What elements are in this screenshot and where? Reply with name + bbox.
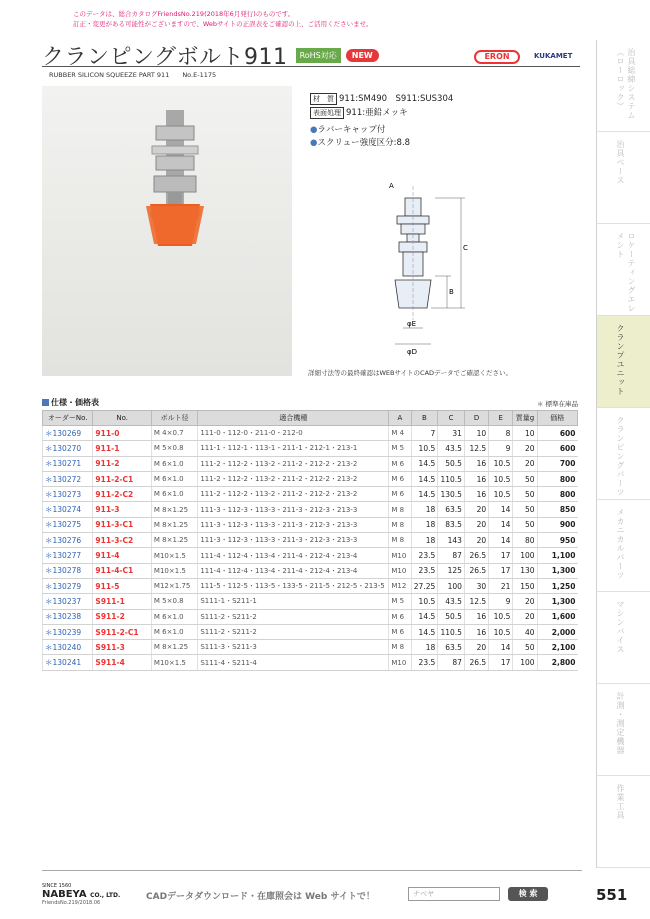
table-cell: 23.5 (411, 563, 438, 578)
col-header: E (489, 411, 513, 426)
table-cell: 31 (438, 426, 465, 441)
page-number: 551 (596, 886, 628, 904)
material-label: 材 質 (310, 93, 337, 105)
table-cell: 130 (513, 563, 537, 578)
table-cell: 50 (513, 640, 537, 655)
table-cell: 20 (464, 502, 488, 517)
table-cell: 20 (464, 640, 488, 655)
label-b: B (449, 288, 454, 296)
table-cell: 110.5 (438, 471, 465, 486)
footer-divider (42, 870, 582, 871)
side-tab-label: 治具総締システム（ローロック） (616, 48, 636, 120)
feature-item: ●スクリュー強度区分:8.8 (310, 138, 411, 148)
footer-catalog: FriendsNo.219/2018.06 (42, 900, 101, 906)
table-cell: 87 (438, 655, 465, 670)
search-input[interactable]: ナベヤ (408, 887, 500, 901)
notice-line-1: このデータは、総合カタログFriendsNo.219(2018年6月発行)のものです。 (73, 10, 295, 18)
table-cell: 80 (513, 533, 537, 548)
table-cell: M 6 (389, 471, 411, 486)
table-cell: M 6×1.0 (151, 609, 197, 624)
table-row (43, 655, 578, 670)
side-tab[interactable] (596, 592, 650, 684)
table-cell: 10.5 (489, 471, 513, 486)
table-cell: 26.5 (464, 563, 488, 578)
table-cell: 63.5 (438, 502, 465, 517)
table-cell: S911-1 (93, 594, 152, 609)
table-cell: 12.5 (464, 441, 488, 456)
col-header: 質量g (513, 411, 537, 426)
table-row (43, 548, 578, 563)
table-cell: 12.5 (464, 594, 488, 609)
table-cell: M 4×0.7 (151, 426, 197, 441)
table-cell: 2,100 (537, 640, 577, 655)
table-cell: 800 (537, 471, 577, 486)
title-divider (42, 66, 580, 67)
table-cell: 18 (411, 517, 438, 532)
table-cell: ＊130273 (43, 487, 93, 502)
table-cell: M10×1.5 (151, 655, 197, 670)
table-cell: 125 (438, 563, 465, 578)
table-cell: 111-1・112-1・113-1・211-1・212-1・213-1 (198, 441, 389, 456)
table-cell: M 6×1.0 (151, 487, 197, 502)
side-tab[interactable] (596, 224, 650, 316)
table-cell: S111-1・S211-1 (198, 594, 389, 609)
table-cell: M 6×1.0 (151, 471, 197, 486)
table-cell: 10 (513, 426, 537, 441)
table-cell: M 6 (389, 624, 411, 639)
table-cell: 63.5 (438, 640, 465, 655)
table-cell: 43.5 (438, 441, 465, 456)
table-cell: ＊130274 (43, 502, 93, 517)
table-row (43, 426, 578, 441)
table-cell: 911-4 (93, 548, 152, 563)
table-cell: ＊130270 (43, 441, 93, 456)
table-cell: 10 (464, 426, 488, 441)
col-header: B (411, 411, 438, 426)
col-header: A (389, 411, 411, 426)
page-title: クランピングボルト911 (42, 45, 288, 70)
table-cell: 850 (537, 502, 577, 517)
side-tab-label: ロケーティングエレメント (616, 232, 636, 313)
table-cell: 911-3-C2 (93, 533, 152, 548)
table-cell: ＊130277 (43, 548, 93, 563)
table-cell: 911-3-C1 (93, 517, 152, 532)
table-cell: 83.5 (438, 517, 465, 532)
category-side-tabs (596, 40, 650, 868)
table-cell: 16 (464, 456, 488, 471)
side-tab[interactable] (596, 408, 650, 500)
dimension-drawing (375, 180, 485, 360)
table-row (43, 533, 578, 548)
table-cell: M 8×1.25 (151, 533, 197, 548)
table-cell: ＊130238 (43, 609, 93, 624)
table-cell: 50.5 (438, 609, 465, 624)
table-cell: 20 (513, 456, 537, 471)
table-cell: 18 (411, 502, 438, 517)
table-cell: 111-0・112-0・211-0・212-0 (198, 426, 389, 441)
table-cell: 9 (489, 594, 513, 609)
table-cell: 600 (537, 441, 577, 456)
table-cell: M 5 (389, 441, 411, 456)
col-header: No. (93, 411, 152, 426)
table-cell: 111-5・112-5・113-5・133-5・211-5・212-5・213-5 (198, 578, 389, 593)
table-cell: 111-3・112-3・113-3・211-3・212-3・213-3 (198, 533, 389, 548)
table-cell: 10.5 (489, 624, 513, 639)
table-cell: 911-5 (93, 578, 152, 593)
side-tab-label: クランピングパーツ (616, 416, 625, 497)
table-row (43, 640, 578, 655)
table-cell: 150 (513, 578, 537, 593)
table-cell: 21 (489, 578, 513, 593)
table-cell: M10 (389, 548, 411, 563)
table-cell: 14 (489, 533, 513, 548)
table-cell: ＊130276 (43, 533, 93, 548)
table-cell: 17 (489, 548, 513, 563)
table-cell: M 8×1.25 (151, 640, 197, 655)
table-cell: 111-4・112-4・113-4・211-4・212-4・213-4 (198, 563, 389, 578)
table-cell: M12 (389, 578, 411, 593)
table-cell: M 8 (389, 640, 411, 655)
table-cell: 23.5 (411, 548, 438, 563)
table-cell: 950 (537, 533, 577, 548)
col-header: D (464, 411, 488, 426)
table-cell: ＊130278 (43, 563, 93, 578)
surface-label: 表面処理 (310, 107, 344, 119)
table-row (43, 624, 578, 639)
table-cell: 700 (537, 456, 577, 471)
table-cell: 14.5 (411, 609, 438, 624)
table-cell: M 5×0.8 (151, 594, 197, 609)
table-cell: 10.5 (489, 609, 513, 624)
table-cell: 100 (513, 655, 537, 670)
table-cell: 50.5 (438, 456, 465, 471)
table-cell: 600 (537, 426, 577, 441)
table-cell: 100 (513, 548, 537, 563)
table-cell: 14.5 (411, 456, 438, 471)
table-cell: S911-3 (93, 640, 152, 655)
table-cell: 27.25 (411, 578, 438, 593)
table-cell: M 8×1.25 (151, 502, 197, 517)
table-cell: 10.5 (489, 456, 513, 471)
table-cell: S911-2 (93, 609, 152, 624)
table-cell: 14 (489, 640, 513, 655)
table-cell: ＊130272 (43, 471, 93, 486)
table-cell: 110.5 (438, 624, 465, 639)
table-cell: M 8×1.25 (151, 517, 197, 532)
table-cell: 911-2-C1 (93, 471, 152, 486)
table-cell: M10×1.5 (151, 548, 197, 563)
table-cell: 143 (438, 533, 465, 548)
table-cell: 111-2・112-2・113-2・211-2・212-2・213-2 (198, 471, 389, 486)
table-cell: M 8 (389, 502, 411, 517)
table-cell: 130.5 (438, 487, 465, 502)
col-header: オーダーNo. (43, 411, 93, 426)
table-row (43, 594, 578, 609)
table-cell: 87 (438, 548, 465, 563)
table-cell: 1,300 (537, 563, 577, 578)
kukamet-logo: KUKAMET (534, 52, 573, 60)
side-tab-label: クランプユニット (616, 324, 625, 396)
table-row (43, 517, 578, 532)
table-cell: 14 (489, 502, 513, 517)
table-cell: M 6 (389, 456, 411, 471)
new-badge: NEW (346, 49, 379, 62)
table-cell: S111-4・S211-4 (198, 655, 389, 670)
table-cell: 26.5 (464, 655, 488, 670)
table-cell: 17 (489, 655, 513, 670)
table-cell: ＊130241 (43, 655, 93, 670)
table-cell: ＊130237 (43, 594, 93, 609)
table-cell: 14.5 (411, 487, 438, 502)
table-cell: 14.5 (411, 624, 438, 639)
table-cell: 10.5 (411, 594, 438, 609)
side-tab[interactable] (596, 40, 650, 132)
table-row (43, 609, 578, 624)
table-cell: M12×1.75 (151, 578, 197, 593)
table-cell: 50 (513, 517, 537, 532)
product-photo (42, 86, 292, 376)
table-cell: 20 (513, 609, 537, 624)
table-cell: M 4 (389, 426, 411, 441)
table-cell: 50 (513, 487, 537, 502)
table-cell: 20 (464, 517, 488, 532)
table-cell: 1,600 (537, 609, 577, 624)
footer-cad-text: CADデータダウンロード・在庫照会は Web サイトで！ (146, 892, 375, 902)
col-header: C (438, 411, 465, 426)
table-cell: 43.5 (438, 594, 465, 609)
table-cell: 911-3 (93, 502, 152, 517)
feature-item: ●ラバーキャップ付 (310, 125, 386, 135)
bullet-icon: ● (310, 138, 318, 148)
spec-price-table (42, 410, 578, 671)
table-cell: S911-2-C1 (93, 624, 152, 639)
table-cell: 100 (438, 578, 465, 593)
table-cell: 900 (537, 517, 577, 532)
table-cell: M 6×1.0 (151, 456, 197, 471)
table-cell: 20 (513, 594, 537, 609)
table-cell: 111-2・112-2・113-2・211-2・212-2・213-2 (198, 456, 389, 471)
table-row (43, 456, 578, 471)
table-cell: 911-1 (93, 441, 152, 456)
table-cell: 16 (464, 471, 488, 486)
table-cell: S911-4 (93, 655, 152, 670)
table-cell: 911-0 (93, 426, 152, 441)
table-cell: S111-2・S211-2 (198, 609, 389, 624)
table-cell: 1,100 (537, 548, 577, 563)
table-cell: M 8 (389, 517, 411, 532)
label-c: C (463, 244, 468, 252)
table-cell: 50 (513, 471, 537, 486)
eron-logo: ERON (474, 50, 520, 64)
table-row (43, 563, 578, 578)
side-tab[interactable] (596, 316, 650, 408)
table-cell: 18 (411, 533, 438, 548)
table-row (43, 487, 578, 502)
table-cell: M10 (389, 655, 411, 670)
side-tab-label: 作業工具 (616, 784, 625, 820)
feature-list (310, 124, 410, 150)
product-subtitle: RUBBER SILICON SQUEEZE PART 911 No.E-1175 (49, 71, 217, 79)
table-cell: 911-4-C1 (93, 563, 152, 578)
side-tab[interactable] (596, 776, 650, 868)
table-cell: M 5 (389, 594, 411, 609)
table-cell: 1,300 (537, 594, 577, 609)
table-cell: 40 (513, 624, 537, 639)
table-cell: 2,000 (537, 624, 577, 639)
table-cell: 111-3・112-3・113-3・211-3・212-3・213-3 (198, 517, 389, 532)
table-cell: 16 (464, 487, 488, 502)
notice (73, 9, 372, 29)
table-cell: 20 (464, 533, 488, 548)
table-cell: 7 (411, 426, 438, 441)
table-cell: 14 (489, 517, 513, 532)
notice-line-2: 訂正・変更がある可能性がございますので、Webサイトの正誤表をご確認の上、ご活用くださいませ。 (73, 20, 373, 28)
table-cell: ＊130269 (43, 426, 93, 441)
footer-since: SINCE 1560 (42, 883, 72, 889)
table-header-row (43, 411, 578, 426)
table-cell: 17 (489, 563, 513, 578)
side-tab[interactable] (596, 684, 650, 776)
cad-note: 詳細寸法等の最終確認はWEBサイトのCADデータでご確認ください。 (308, 369, 513, 377)
table-row (43, 578, 578, 593)
table-cell: M10 (389, 563, 411, 578)
table-cell: ＊130240 (43, 640, 93, 655)
table-row (43, 441, 578, 456)
table-title: 仕様・価格表 (42, 397, 99, 408)
table-cell: 8 (489, 426, 513, 441)
table-cell: 16 (464, 609, 488, 624)
table-cell: S111-2・S211-2 (198, 624, 389, 639)
footer-brand: NABEYA CO., LTD. (42, 889, 121, 900)
table-cell: S111-3・S211-3 (198, 640, 389, 655)
side-tab-label: 計測・測定機器 (616, 692, 625, 755)
table-cell: 10.5 (411, 441, 438, 456)
material-value: 911:SM490 S911:SUS304 (339, 94, 454, 104)
table-cell: ＊130279 (43, 578, 93, 593)
label-a: A (389, 182, 394, 190)
table-cell: 111-4・112-4・113-4・211-4・212-4・213-4 (198, 548, 389, 563)
side-tab-label: 治具ベース (616, 140, 625, 185)
table-cell: 18 (411, 640, 438, 655)
table-cell: M 5×0.8 (151, 441, 197, 456)
table-cell: 20 (513, 441, 537, 456)
label-e: φE (407, 320, 417, 328)
search-button[interactable]: 検 索 (508, 887, 548, 901)
side-tab[interactable] (596, 500, 650, 592)
square-icon (42, 399, 49, 406)
table-cell: M 6 (389, 487, 411, 502)
clamping-bolt-image (42, 86, 292, 376)
table-cell: ＊130271 (43, 456, 93, 471)
table-cell: 14.5 (411, 471, 438, 486)
spec-box (310, 92, 453, 120)
table-cell: 30 (464, 578, 488, 593)
side-tab-label: メカニカルパーツ (616, 508, 625, 580)
bullet-icon: ● (310, 125, 318, 135)
table-cell: 111-3・112-3・113-3・211-3・212-3・213-3 (198, 502, 389, 517)
col-header: 価格 (537, 411, 577, 426)
col-header: 適合機種 (198, 411, 389, 426)
table-cell: M 6 (389, 609, 411, 624)
table-cell: 10.5 (489, 487, 513, 502)
side-tab-label: マシンバイス (616, 600, 625, 654)
table-cell: 2,800 (537, 655, 577, 670)
table-cell: 911-2-C2 (93, 487, 152, 502)
table-cell: 50 (513, 502, 537, 517)
col-header: ボルト径 (151, 411, 197, 426)
surface-value: 911:亜鉛メッキ (346, 108, 408, 118)
table-cell: M 8 (389, 533, 411, 548)
table-cell: 16 (464, 624, 488, 639)
table-cell: ＊130239 (43, 624, 93, 639)
table-cell: 9 (489, 441, 513, 456)
stock-note: ＊ 標準在庫品 (536, 400, 578, 408)
rohs-badge: RoHS対応 (296, 48, 341, 63)
table-cell: 1,250 (537, 578, 577, 593)
side-tab[interactable] (596, 132, 650, 224)
table-cell: 111-2・112-2・113-2・211-2・212-2・213-2 (198, 487, 389, 502)
table-row (43, 502, 578, 517)
table-cell: 911-2 (93, 456, 152, 471)
table-row (43, 471, 578, 486)
table-cell: ＊130275 (43, 517, 93, 532)
table-cell: 26.5 (464, 548, 488, 563)
table-cell: 23.5 (411, 655, 438, 670)
table-cell: M 6×1.0 (151, 624, 197, 639)
label-d: φD (407, 348, 418, 356)
table-cell: 800 (537, 487, 577, 502)
table-cell: M10×1.5 (151, 563, 197, 578)
